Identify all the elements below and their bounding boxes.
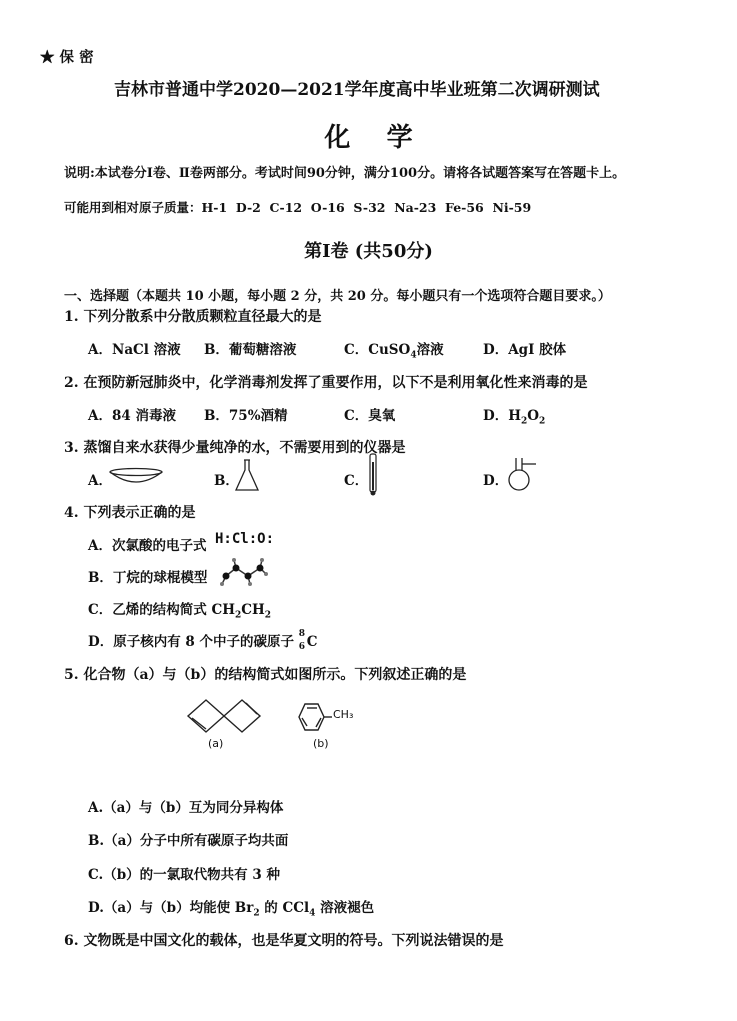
q3-option-d: D． <box>483 473 509 489</box>
question-3-stem: 3. 蒸馏自来水获得少量纯净的水，不需要用到的仪器是 <box>64 440 406 456</box>
q5-option-a: A.（a）与（b）互为同分异构体 <box>88 800 284 816</box>
q2-option-b: B．75%酒精 <box>204 408 288 424</box>
q4-option-a: A．次氯酸的电子式 <box>88 538 207 554</box>
q3-option-b: B． <box>214 473 239 489</box>
q1-option-d: D．AgI 胶体 <box>483 342 567 358</box>
conical-flask-icon <box>234 458 260 492</box>
evaporating-dish-icon <box>108 466 164 488</box>
question-5-stem: 5. 化合物（a）与（b）的结构简式如图所示。下列叙述正确的是 <box>64 667 467 683</box>
part1-title: 第Ⅰ卷 (共50分) <box>304 241 433 262</box>
q3-option-c: C． <box>344 473 369 489</box>
q2-option-c: C．臭氧 <box>344 408 396 424</box>
question-1-stem: 1. 下列分散系中分散质颗粒直径最大的是 <box>64 309 322 325</box>
q3-option-a: A． <box>88 473 112 489</box>
q4-option-b: B．丁烷的球棍模型 <box>88 570 208 586</box>
q4-option-d: D．原子核内有 8 个中子的碳原子 8 6 C <box>88 628 318 652</box>
hypochlorous-electron-formula: H:Cl:O: <box>215 531 275 547</box>
butane-ball-stick-model-icon <box>220 558 268 586</box>
compound-b-label: (b) <box>313 737 329 750</box>
q5-option-c: C.（b）的一氯取代物共有 3 种 <box>88 867 280 883</box>
distillation-flask-icon <box>506 456 542 492</box>
confidential-mark: ★ 保 密 <box>40 49 94 66</box>
subject-title: 化 学 <box>324 123 413 153</box>
q1-option-b: B．葡萄糖溶液 <box>204 342 297 358</box>
q1-option-c: C．CuSO$_4$溶液 <box>344 342 444 361</box>
thermometer-icon <box>366 452 380 498</box>
instructions: 说明:本试卷分Ⅰ卷、Ⅱ卷两部分。考试时间90分钟，满分100分。请将各试题答案写在答题卡上。 <box>64 166 626 181</box>
question-6-stem: 6. 文物既是中国文化的载体，也是华夏文明的符号。下列说法错误的是 <box>64 933 504 949</box>
exam-title: 吉林市普通中学2020—2021学年度高中毕业班第二次调研测试 <box>114 80 600 100</box>
compound-a-label: (a) <box>208 737 224 750</box>
compound-b-toluene-ring <box>298 700 334 734</box>
q2-option-a: A．84 消毒液 <box>88 408 176 424</box>
q4-option-c: C．乙烯的结构简式 $CH_2CH_2$ <box>88 602 271 621</box>
atomic-masses: 可能用到相对原子质量：H-1 D-2 C-12 O-16 S-32 Na-23 Fe-56 Ni-59 <box>64 200 532 215</box>
question-2-stem: 2. 在预防新冠肺炎中，化学消毒剂发挥了重要作用，以下不是利用氧化性来消毒的是 <box>64 375 588 391</box>
q1-option-a: A．NaCl 溶液 <box>88 342 181 358</box>
methyl-group-label: CH₃ <box>333 708 354 721</box>
q2-option-d: D．$H_2O_2$ <box>483 408 546 427</box>
section-heading: 一、选择题（本题共 10 小题，每小题 2 分，共 20 分。每小题只有一个选项符合题目要求。） <box>64 289 611 304</box>
compound-a-spiro-structure <box>182 698 266 734</box>
q5-option-b: B.（a）分子中所有碳原子均共面 <box>88 833 289 849</box>
q5-option-d: D.（a）与（b）均能使 $Br_2$ 的 CCl$_4$ 溶液褪色 <box>88 900 375 919</box>
question-4-stem: 4. 下列表示正确的是 <box>64 505 196 521</box>
